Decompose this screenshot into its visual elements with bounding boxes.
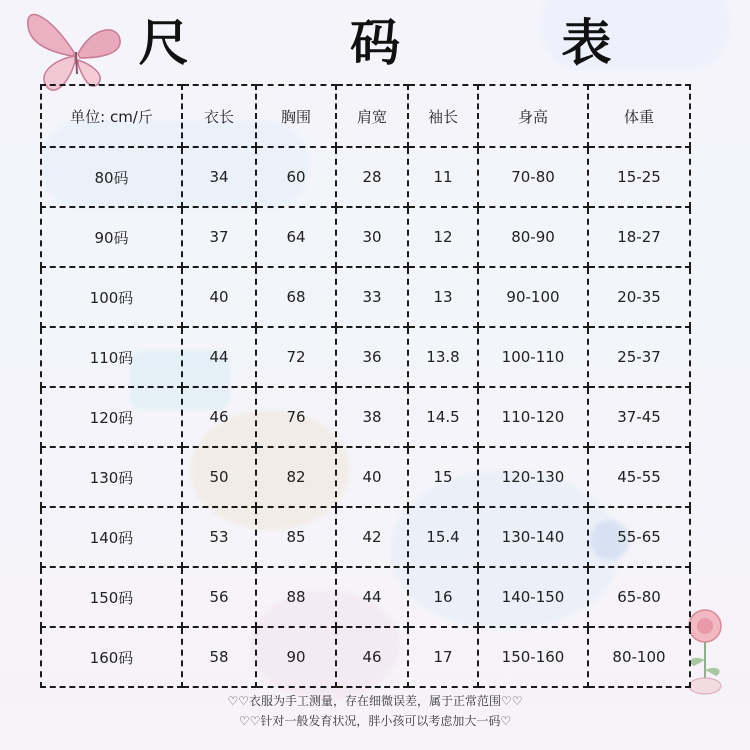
table-cell: 70-80 (478, 147, 588, 207)
table-cell: 15 (408, 447, 478, 507)
table-cell: 25-37 (588, 327, 690, 387)
table-cell: 37-45 (588, 387, 690, 447)
table-cell: 150-160 (478, 627, 588, 687)
table-cell: 33 (336, 267, 408, 327)
size-cell: 120码 (41, 387, 182, 447)
table-cell: 44 (336, 567, 408, 627)
table-cell: 60 (256, 147, 336, 207)
size-cell: 130码 (41, 447, 182, 507)
header-chest: 胸围 (256, 85, 336, 147)
table-cell: 14.5 (408, 387, 478, 447)
table-cell: 15-25 (588, 147, 690, 207)
table-cell: 34 (182, 147, 256, 207)
table-cell: 15.4 (408, 507, 478, 567)
table-row (41, 207, 690, 267)
table-header-row (41, 85, 690, 147)
table-cell: 45-55 (588, 447, 690, 507)
table-cell: 16 (408, 567, 478, 627)
table-cell: 130-140 (478, 507, 588, 567)
header-weight: 体重 (588, 85, 690, 147)
table-cell: 12 (408, 207, 478, 267)
header-shoulder: 肩宽 (336, 85, 408, 147)
size-cell: 150码 (41, 567, 182, 627)
table-row (41, 447, 690, 507)
table-cell: 88 (256, 567, 336, 627)
table-cell: 76 (256, 387, 336, 447)
size-cell: 100码 (41, 267, 182, 327)
sizing-advice-note: ♡♡针对一般发育状况，胖小孩可以考虑加大一码♡ (238, 714, 512, 728)
size-table (40, 84, 691, 688)
table-cell: 36 (336, 327, 408, 387)
table-cell: 30 (336, 207, 408, 267)
page-title: 尺 码 表 (138, 14, 684, 72)
table-row (41, 387, 690, 447)
table-cell: 50 (182, 447, 256, 507)
table-cell: 90-100 (478, 267, 588, 327)
table-cell: 28 (336, 147, 408, 207)
table-cell: 55-65 (588, 507, 690, 567)
table-cell: 82 (256, 447, 336, 507)
table-cell: 80-90 (478, 207, 588, 267)
size-cell: 110码 (41, 327, 182, 387)
table-cell: 58 (182, 627, 256, 687)
header-length: 衣长 (182, 85, 256, 147)
table-cell: 13 (408, 267, 478, 327)
table-cell: 100-110 (478, 327, 588, 387)
size-cell: 140码 (41, 507, 182, 567)
table-cell: 11 (408, 147, 478, 207)
table-cell: 46 (182, 387, 256, 447)
table-cell: 120-130 (478, 447, 588, 507)
table-row (41, 627, 690, 687)
table-row (41, 147, 690, 207)
table-cell: 44 (182, 327, 256, 387)
table-row (41, 567, 690, 627)
table-cell: 72 (256, 327, 336, 387)
table-cell: 85 (256, 507, 336, 567)
table-cell: 42 (336, 507, 408, 567)
table-cell: 40 (336, 447, 408, 507)
table-cell: 65-80 (588, 567, 690, 627)
table-cell: 90 (256, 627, 336, 687)
header-sleeve: 袖长 (408, 85, 478, 147)
table-cell: 56 (182, 567, 256, 627)
table-cell: 68 (256, 267, 336, 327)
measurement-note: ♡♡衣服为手工测量，存在细微误差，属于正常范围♡♡ (227, 694, 523, 708)
table-cell: 37 (182, 207, 256, 267)
table-row (41, 267, 690, 327)
table-cell: 46 (336, 627, 408, 687)
table-cell: 18-27 (588, 207, 690, 267)
table-cell: 53 (182, 507, 256, 567)
size-cell: 80码 (41, 147, 182, 207)
table-cell: 140-150 (478, 567, 588, 627)
size-cell: 90码 (41, 207, 182, 267)
size-cell: 160码 (41, 627, 182, 687)
table-cell: 17 (408, 627, 478, 687)
table-cell: 110-120 (478, 387, 588, 447)
table-cell: 80-100 (588, 627, 690, 687)
table-cell: 40 (182, 267, 256, 327)
header-unit: 单位: cm/斤 (41, 85, 182, 147)
table-cell: 64 (256, 207, 336, 267)
table-row (41, 507, 690, 567)
table-row (41, 327, 690, 387)
header-height: 身高 (478, 85, 588, 147)
table-cell: 13.8 (408, 327, 478, 387)
table-cell: 20-35 (588, 267, 690, 327)
table-cell: 38 (336, 387, 408, 447)
